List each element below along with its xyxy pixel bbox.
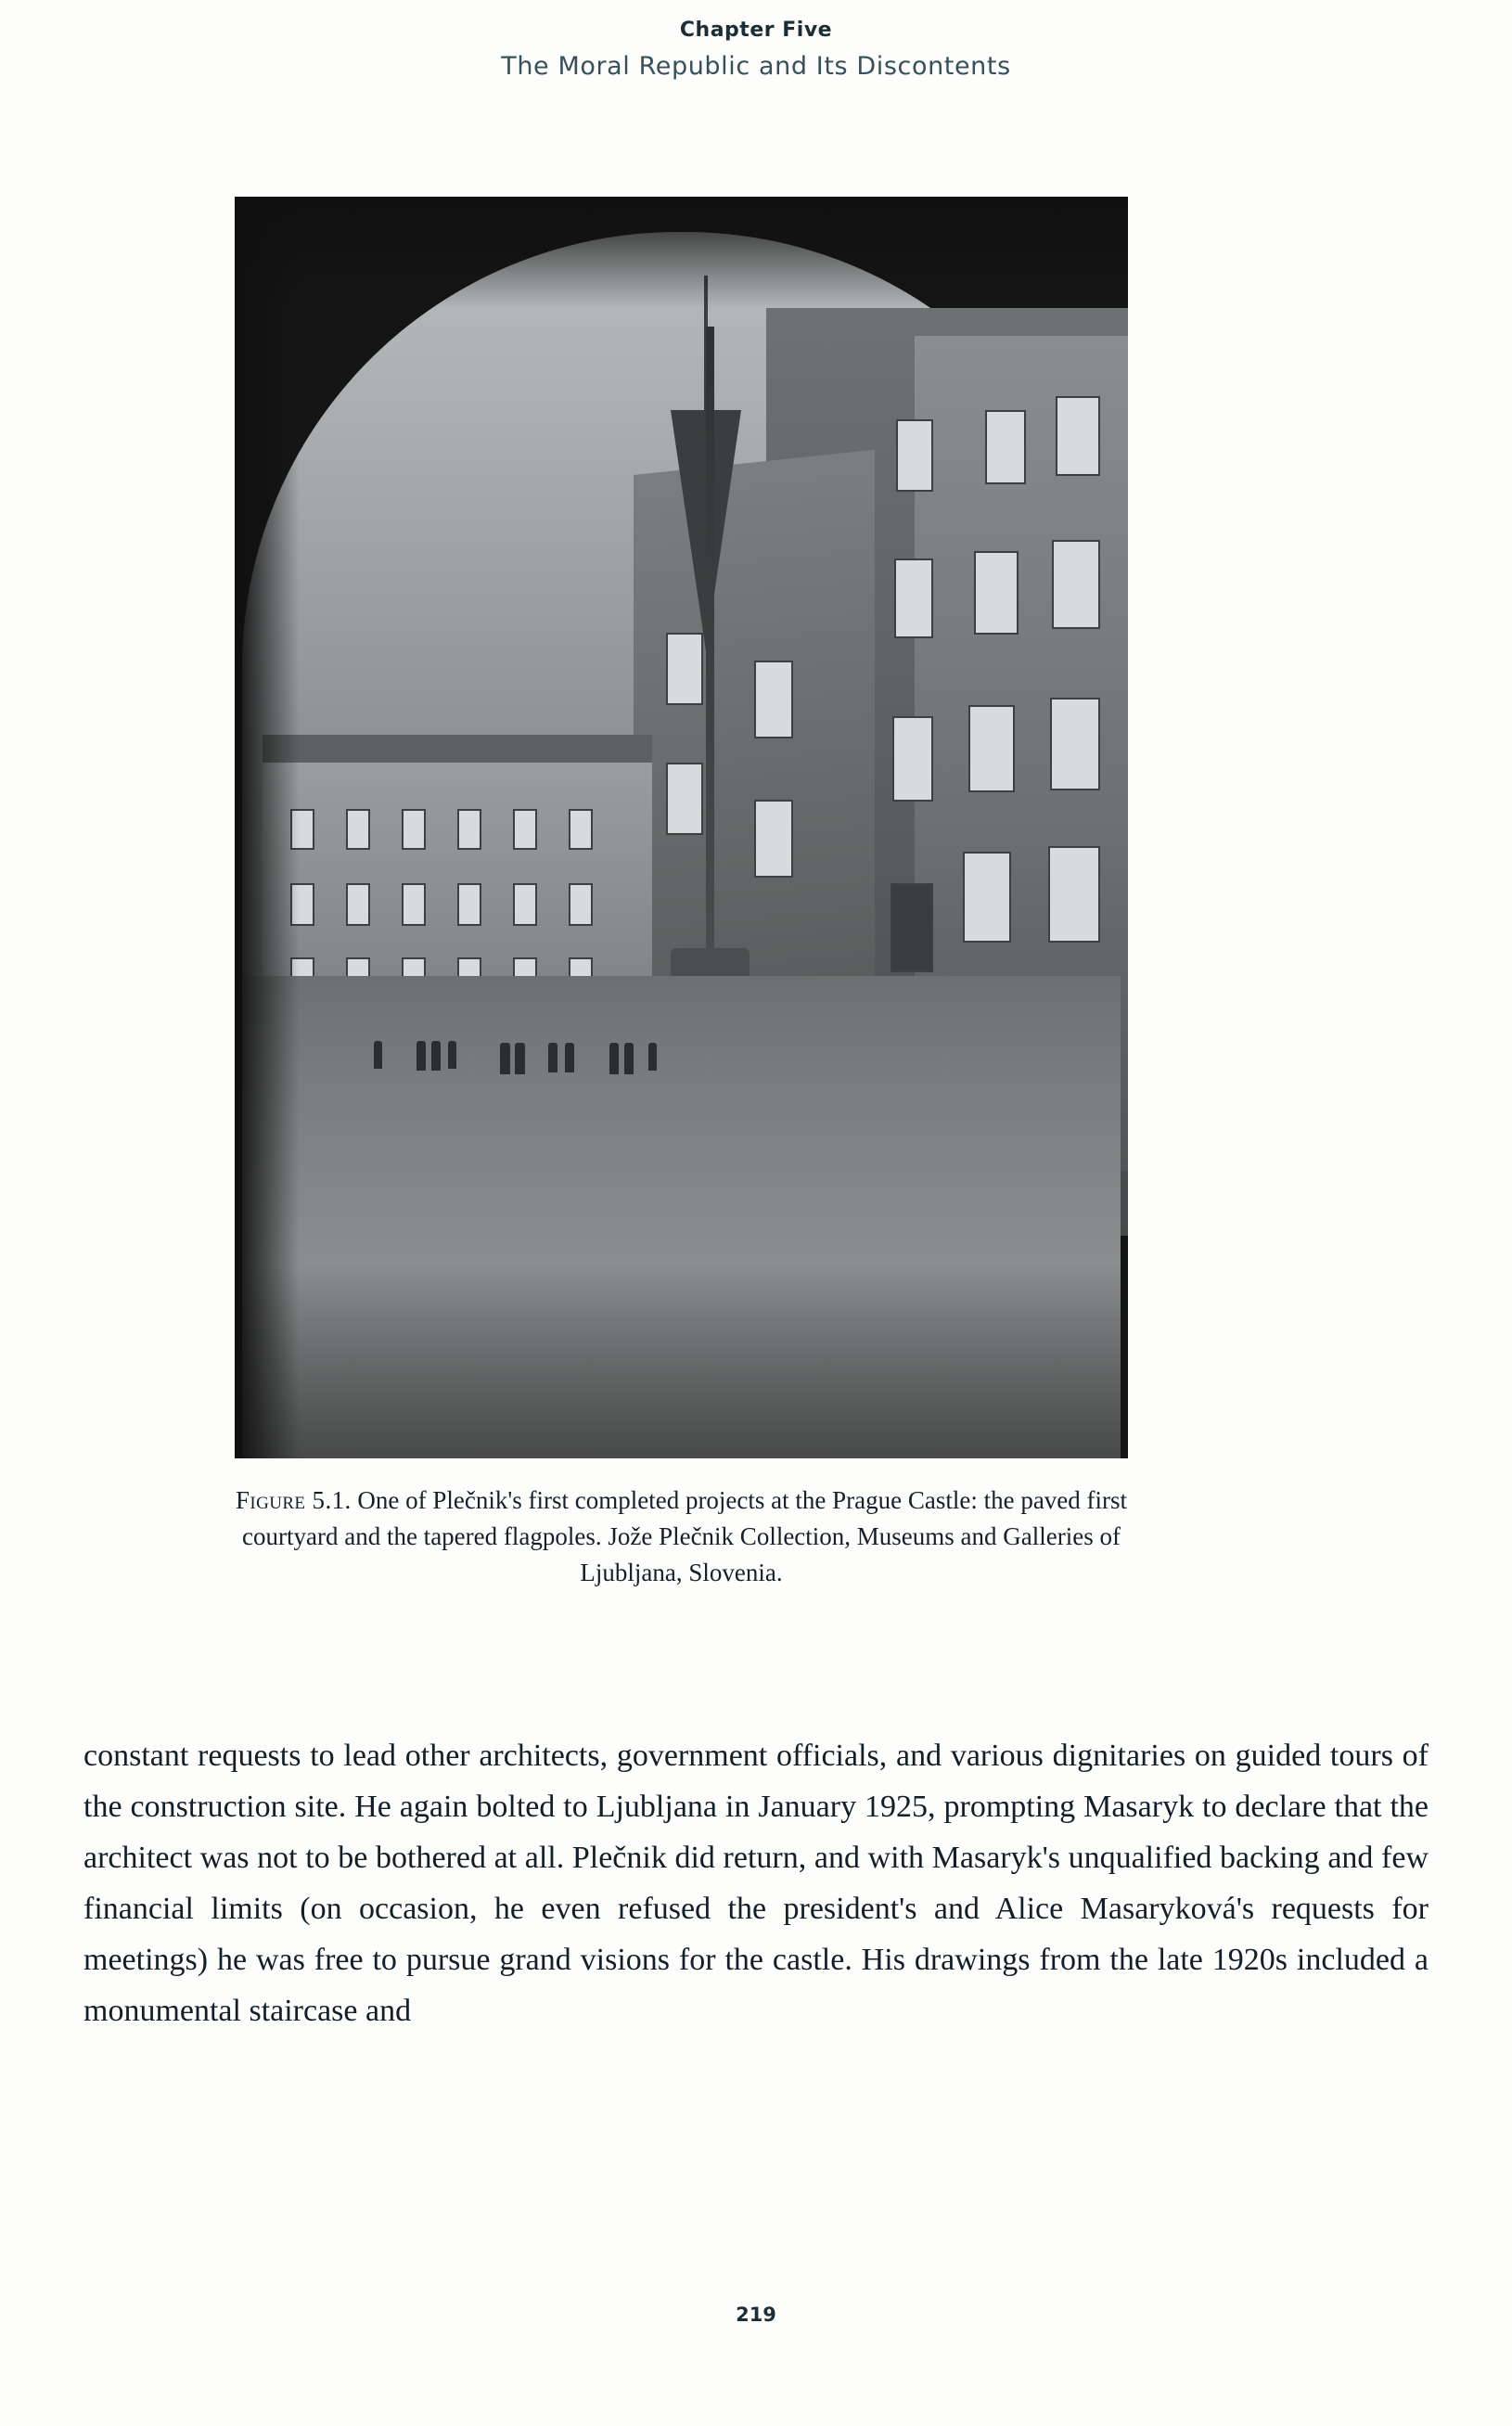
window	[1056, 396, 1100, 476]
figure-person	[515, 1043, 525, 1074]
body-text	[83, 1730, 1429, 2036]
window	[1048, 846, 1100, 943]
body-paragraph: constant requests to lead other architects, government officials, and various dignitaries on guided tours of the construction site. He again bolted to Ljubljana in January 1925, prompting Masaryk to declare that the architect was not to be bothered at all. Plečnik did return, and with Masaryk's unqualified backing and few financial limits (on occasion, he even refused the president's and Alice Masaryková's requests for meetings) he was free to pursue grand visions for the castle. His drawings from the late 1920s included a monumental staircase and	[83, 1739, 1429, 2029]
figure-photograph	[235, 197, 1128, 1458]
courtyard-shadow	[242, 1264, 1121, 1458]
archway-shadow-left	[235, 197, 300, 1458]
window	[457, 883, 481, 926]
figure-block	[235, 197, 1128, 1591]
figure-person	[648, 1043, 657, 1071]
window	[513, 883, 537, 926]
figure-person	[624, 1043, 634, 1074]
figure-person	[548, 1043, 557, 1072]
figure-person	[565, 1043, 574, 1072]
window	[346, 883, 370, 926]
figure-person	[431, 1041, 441, 1071]
chapter-label: Chapter Five	[679, 19, 833, 42]
window	[666, 763, 703, 835]
window	[346, 809, 370, 850]
window	[1050, 698, 1100, 790]
window	[402, 809, 426, 850]
window	[896, 419, 933, 492]
window	[892, 716, 933, 802]
figure-person	[416, 1041, 426, 1071]
window	[569, 883, 593, 926]
window	[963, 852, 1011, 943]
window	[457, 809, 481, 850]
figure-person	[500, 1043, 510, 1074]
window	[891, 883, 933, 972]
chapter-title: The Moral Republic and Its Discontents	[501, 52, 1011, 82]
window	[968, 705, 1015, 792]
figure-caption-text: One of Plečnik's first completed projects at the Prague Castle: the paved first courtyard and the tapered flagpoles. Jože Plečnik Collection, Museums and Galleries of Ljubljana, Slovenia.	[242, 1486, 1128, 1587]
window	[513, 809, 537, 850]
archway-shadow-top	[235, 197, 1128, 308]
figure-person	[448, 1041, 456, 1069]
figure-caption	[235, 1483, 1128, 1591]
window	[985, 410, 1026, 484]
window	[754, 800, 793, 878]
running-head	[0, 19, 1512, 83]
tapered-flagpole	[706, 327, 714, 967]
page-number: 219	[736, 2304, 776, 2326]
window	[754, 661, 793, 738]
window	[974, 551, 1019, 635]
window	[569, 809, 593, 850]
window	[894, 558, 933, 638]
window	[402, 883, 426, 926]
window	[1052, 540, 1100, 629]
figure-caption-number: Figure 5.1.	[235, 1486, 352, 1514]
figure-person	[374, 1041, 382, 1069]
figure-person	[609, 1043, 619, 1074]
